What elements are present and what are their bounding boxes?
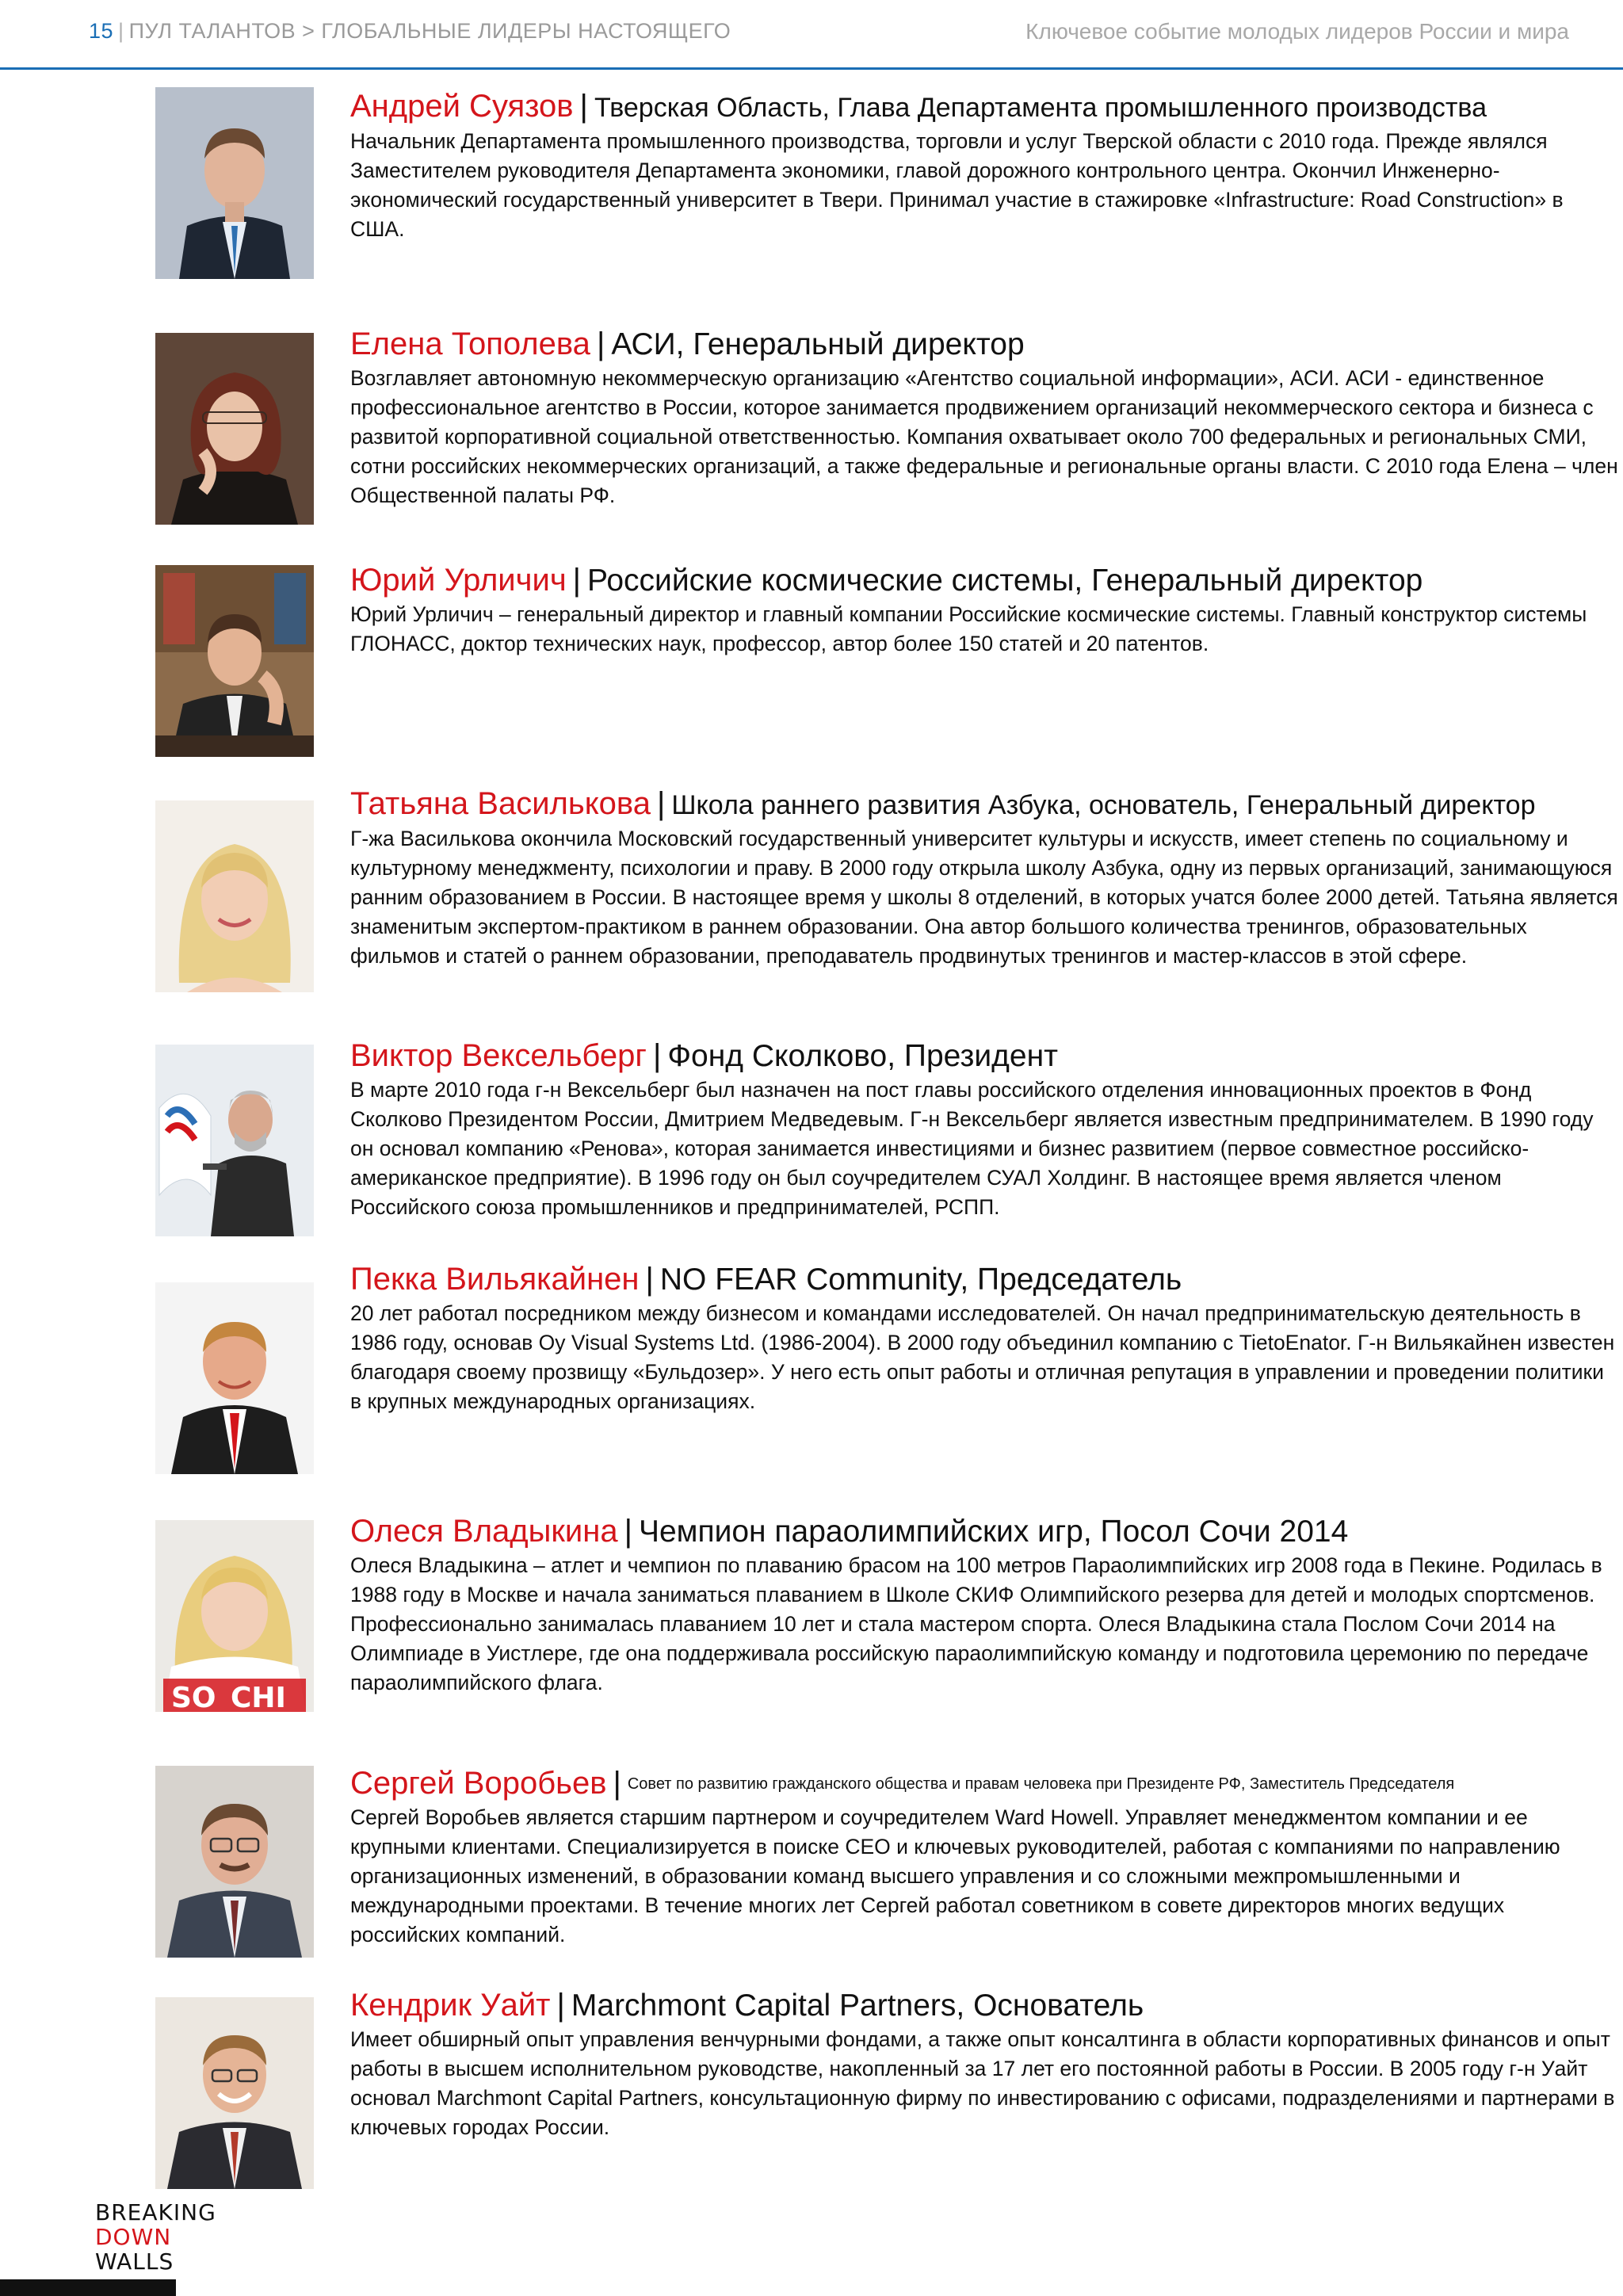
headline-separator: | [624,1514,632,1549]
person-name: Пекка Вильякайнен [350,1262,640,1297]
person-card [155,87,1613,325]
person-bio: Юрий Урличич – генеральный директор и главный компании Российские космические системы. Главный конструктор системы ГЛОНАСС, доктор технических наук, профессор, автор более 150 статей и 20 патентов. [350,602,1587,655]
portrait-photo [155,800,314,992]
person-bio: Возглавляет автономную некоммерческую организацию «Агентство социальной информации», АСИ. АСИ - единственное профессиональное агентство в России, которое занимается продвижением организаций некоммерческого сектора и бизнеса с развитой корпоративной социальной ответственностью. Компания охватывает около 700 федеральных и региональных СМИ, сотни российских некоммерческих организаций, а также федеральные и региональные органы власти. С 2010 года Елена – член Общественной палаты РФ. [350,366,1618,507]
header-tagline: Ключевое событие молодых лидеров России и мира [1025,19,1569,44]
person-bio: Начальник Департамента промышленного производства, торговли и услуг Тверской области с 2010 года. Прежде являлся Заместителем руководителя Департамента экономики, главой дорожного контрольного центра. Окончил Инженерно-экономический государственный университет в Твери. Принимал участие в стажировке «Infrastructure: Road Construction» в США. [350,129,1564,241]
brand-bar [0,2279,176,2296]
portrait-man-forum-icon [155,1045,314,1236]
portrait-man-red-tie-icon [155,1282,314,1474]
headline-separator: | [572,563,582,598]
person-name: Сергей Воробьев [350,1766,607,1801]
person-role: Marchmont Capital Partners, Основатель [571,1988,1144,2023]
brand-logo [95,2200,216,2274]
portrait-man-suit-icon [155,87,314,279]
portrait-photo [155,1997,314,2189]
person-name: Олеся Владыкина [350,1514,618,1549]
person-bio: 20 лет работал посредником между бизнесом и командами исследователей. Он начал предпринимательскую деятельность в 1986 году, основав Oy Visual Systems Ltd. (1986-2004). В 2000 году объединил компанию с TietoEnator. Г-н Вильякайнен известен благодаря своему прозвищу «Бульдозер». У него есть опыт работы и отличная репутация в управлении и проведении политики в крупных международных организациях. [350,1301,1615,1413]
header-breadcrumb-block [89,19,731,44]
person-headline [350,785,1618,824]
person-headline [350,1986,1618,2025]
person-text [350,1037,1618,1222]
person-card [155,1764,1613,2002]
person-card [155,1037,1613,1274]
page-number: 15 [89,19,114,43]
headline-separator: | [656,786,666,821]
person-name: Татьяна Василькова [350,786,651,821]
portrait-photo [155,565,314,757]
brand-line-2: DOWN [95,2224,172,2250]
person-text [350,1986,1618,2142]
brand-line-3: WALLS [95,2248,174,2275]
person-text [350,561,1618,659]
person-card [155,561,1613,799]
headline-separator: | [579,89,588,124]
portrait-blonde-woman-icon [155,800,314,992]
person-role: Тверская Область, Глава Департамента промышленного производства [594,93,1487,123]
person-name: Елена Тополева [350,327,590,361]
person-card [155,785,1618,1022]
headline-separator: | [596,327,605,361]
person-role: Российские космические системы, Генеральный директор [587,563,1423,598]
person-role: Школа раннего развития Азбука, основатель, Генеральный директор [671,790,1536,820]
person-headline [350,87,1618,127]
person-text [350,1764,1618,1950]
headline-separator: | [645,1262,654,1297]
page-header [0,0,1623,70]
person-headline [350,325,1618,364]
portrait-woman-icon [155,333,314,525]
person-bio: Имеет обширный опыт управления венчурными фондами, а также опыт консалтинга в области корпоративных финансов и опыт работы в высшем исполнительном руководстве, накопленный за 17 лет его постоянной работы в России. В 2005 году г-н Уайт основал Marchmont Capital Partners, консультационную фирму по инвестированию с офисами, подразделениями и партнерами в ключевых городах России. [350,2027,1615,2139]
person-headline [350,1260,1618,1299]
headline-separator: | [556,1988,565,2023]
person-role: АСИ, Генеральный директор [611,327,1025,361]
portrait-blonde-athlete-icon [155,1520,314,1712]
person-name: Юрий Урличич [350,563,567,598]
person-bio: Олеся Владыкина – атлет и чемпион по плаванию брасом на 100 метров Параолимпийских игр 2008 года в Пекине. Родилась в 1988 году в Москве и начала заниматься плаванием в Школе СКИФ Олимпийского резерва для детей и молодых спортсменов. Профессионально занималась плаванием 10 лет и стала мастером спорта. Олеся Владыкина стала Послом Сочи 2014 на Олимпиаде в Уистлере, где она поддерживала российскую параолимпийскую команду и подготовила церемонию по передаче параолимпийского флага. [350,1553,1602,1694]
person-name: Андрей Суязов [350,89,574,124]
portrait-photo [155,1766,314,1958]
person-card [155,1986,1613,2224]
breadcrumb: ПУЛ ТАЛАНТОВ > ГЛОБАЛЬНЫЕ ЛИДЕРЫ НАСТОЯЩЕГО [128,19,731,43]
person-headline [350,1037,1618,1075]
person-text [350,785,1618,971]
person-bio: В марте 2010 года г-н Вексельберг был назначен на пост главы российского отделения инновационных проектов в Фонд Сколково Президентом России, Дмитрием Медведевым. Г-н Вексельберг является известным предпринимателем. В 1990 году он основал компанию «Ренова», которая занимается инвестициями и бизнес развитием (первое совместное российско-американское предприятие). В 1996 году он был соучредителем СУАЛ Холдинг. В настоящее время является членом Российского союза промышленников и предпринимателей, РСПП. [350,1078,1594,1219]
person-bio: Сергей Воробьев является старшим партнером и соучредителем Ward Howell. Управляет менеджментом компании и ее крупными клиентами. Специализируется в поиске CEO и ключевых руководителей, работая с компаниями по направлению организационных изменений, в образовании команд высшего управления и со сложными межпромышленными и международными проектами. В течение многих лет Сергей работал советником в совете директоров многих ведущих российских компаний. [350,1805,1560,1946]
person-text [350,1260,1618,1416]
svg-text:CHI: CHI [231,1682,286,1712]
person-role: NO FEAR Community, Председатель [659,1263,1182,1297]
person-role: Фонд Сколково, Президент [667,1039,1058,1073]
person-headline [350,1764,1618,1803]
svg-text:SO: SO [171,1682,216,1712]
portrait-photo [155,1282,314,1474]
person-headline [350,1512,1618,1551]
person-headline [350,561,1618,600]
portrait-photo [155,1045,314,1236]
person-card [155,325,1618,563]
person-card [155,1512,1613,1750]
header-separator: | [118,19,124,43]
person-name: Виктор Вексельберг [350,1038,647,1073]
person-name: Кендрик Уайт [350,1988,551,2023]
headline-separator: | [652,1038,662,1073]
portrait-photo [155,333,314,525]
brand-line-1: BREAKING [95,2199,216,2225]
person-text [350,1512,1618,1698]
portrait-man-glasses-icon [155,1766,314,1958]
portrait-man-office-icon [155,565,314,757]
portrait-photo [155,1520,314,1712]
person-text [350,87,1618,244]
person-role: Совет по развитию гражданского общества и правам человека при Президенте РФ, Заместитель Председателя [627,1775,1455,1793]
portrait-photo [155,87,314,279]
headline-separator: | [613,1766,621,1801]
person-role: Чемпион параолимпийских игр, Посол Сочи 2014 [638,1515,1349,1549]
person-bio: Г-жа Василькова окончила Московский государственный университет культуры и искусств, имеет степень по социальному и культурному менеджменту, психологии и праву. В 2000 году открыла школу Азбука, одну из первых организаций, занимающуюся ранним образованием в России. В настоящее время у школы 8 отделений, в которых учатся более 2000 детей. Татьяна является знаменитым экспертом-практиком в раннем образовании. Она автор большого количества тренингов, образовательных фильмов и статей о раннем образовании, преподаватель продвинутых тренингов и мастер-классов в этой сфере. [350,827,1618,968]
person-text [350,325,1618,510]
portrait-man-smiling-icon [155,1997,314,2189]
person-card [155,1260,1613,1498]
